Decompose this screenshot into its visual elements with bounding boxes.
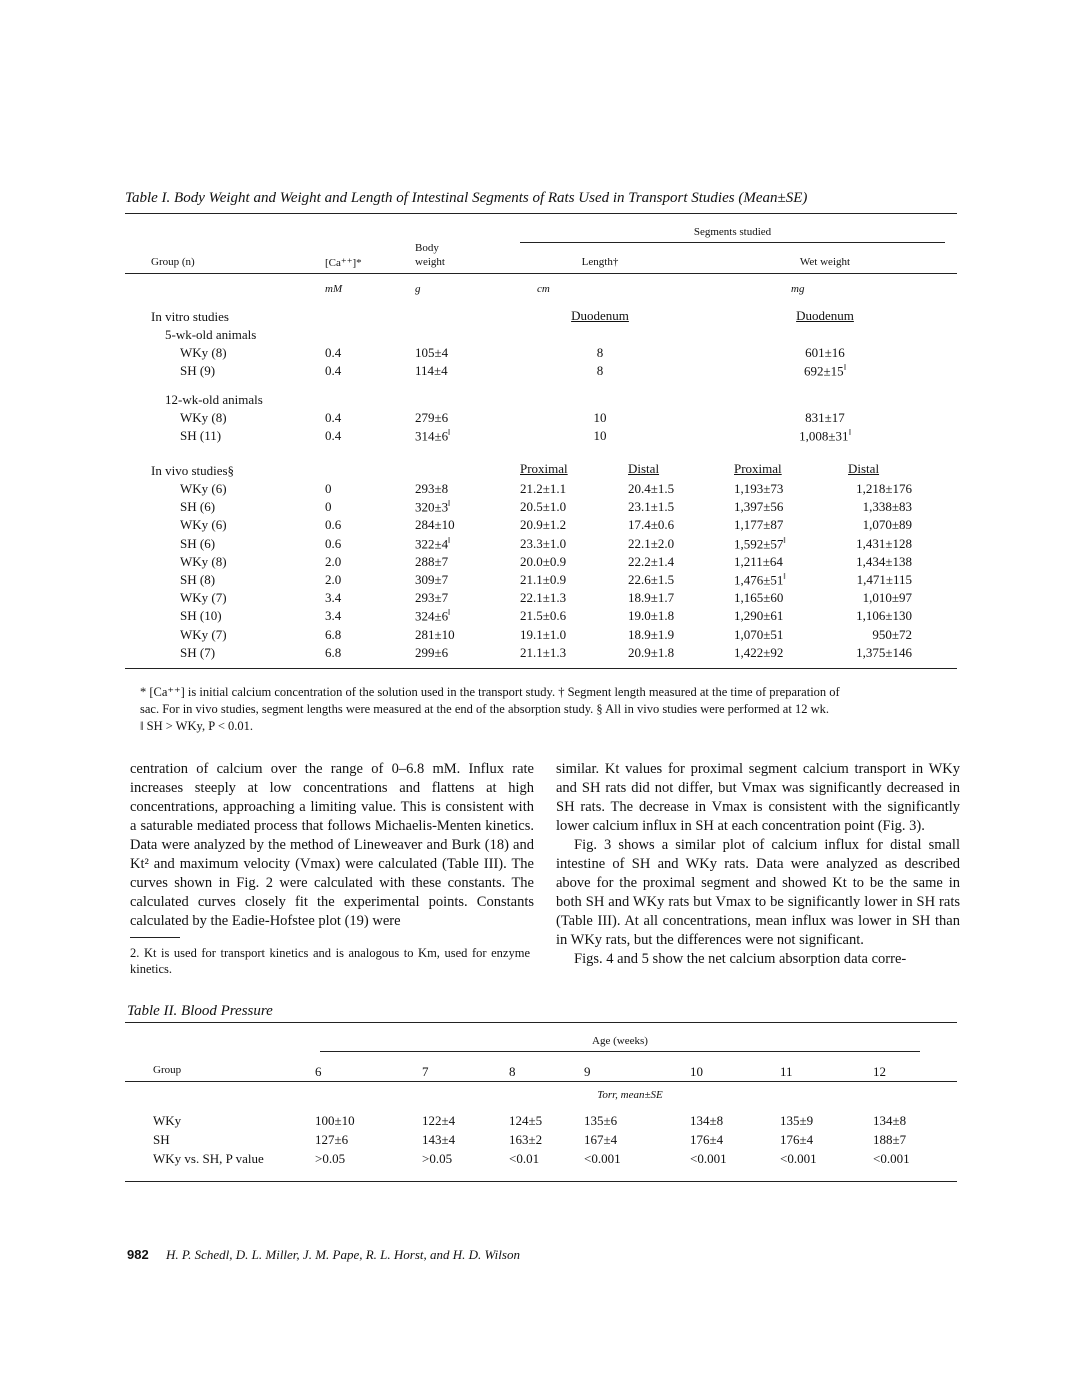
row-bw: 105±4: [415, 345, 449, 360]
row-group: [180, 554, 227, 570]
row-weight-distal: [840, 554, 912, 570]
paragraph: Fig. 3 shows a similar plot of calcium influx for distal small intestine of SH and WKy rats. Data were analyzed as described above for the proximal segment and showed Kt to be the same in both SH and WKy rats but Vmax to be significantly lower in SH rats (Table III). At all concentrations, mean influx was lower in SH than in WKy rats, but the differences were not significant.: [556, 837, 960, 948]
bp-value: [509, 1132, 542, 1148]
row-wet: [725, 345, 925, 361]
row-bw-text: 309±7: [415, 572, 449, 587]
row-bw-text: 281±10: [415, 626, 455, 642]
row-ca: [325, 608, 341, 624]
table2-caption: Table II. Blood Pressure: [127, 1003, 273, 1019]
row-weight-proximal: [734, 645, 783, 661]
row-length-distal: [628, 572, 674, 588]
row-weight-distal-text: 1,106±130: [856, 608, 912, 624]
sub-header-distal-length: Distal: [628, 461, 660, 476]
row-ca-text: 0.6: [325, 535, 342, 551]
row-ca-text: 0.6: [325, 517, 342, 533]
age-column-header-text: 10: [690, 1064, 703, 1079]
row-length-distal-text: 22.6±1.5: [628, 572, 675, 587]
significance-mark: ǁ: [783, 572, 786, 581]
bp-value-text: >0.05: [315, 1151, 346, 1166]
row-length-proximal: [520, 554, 566, 570]
row-bw: [415, 608, 450, 624]
in-vitro-length-segment: Duodenum: [571, 308, 629, 323]
row-bw-text: 284±10: [415, 517, 455, 533]
row-group-text: WKy (7): [180, 590, 227, 606]
bp-value-text: 127±6: [315, 1132, 349, 1147]
row-weight-distal: [840, 499, 912, 515]
row-bw-text: 322±4: [415, 535, 449, 551]
row-length-proximal: [520, 481, 566, 497]
row-length-proximal: [520, 499, 566, 515]
significance-mark: ǁ: [848, 428, 851, 437]
bp-value-text: 134±8: [873, 1113, 907, 1128]
bp-value: [584, 1132, 617, 1148]
age-column-header: [780, 1064, 793, 1080]
row-bw-text: 299±6: [415, 644, 449, 660]
row-weight-distal: [840, 517, 912, 533]
bp-value: [873, 1151, 910, 1167]
row-weight-distal: [840, 536, 912, 552]
row-bw: [415, 499, 450, 515]
bp-row-label-text: SH: [153, 1132, 170, 1147]
segments-rule: [520, 242, 945, 243]
row-length-proximal: [520, 572, 566, 588]
row-ca: [325, 590, 341, 606]
row-length-proximal: [520, 590, 566, 606]
bp-value: [690, 1113, 723, 1129]
bp-value-text: 167±4: [584, 1132, 618, 1147]
row-wet: [725, 363, 925, 379]
wet-value: 1,008±31: [799, 428, 849, 444]
table1-footnotes: [140, 684, 955, 735]
bp-value-text: 163±2: [509, 1132, 543, 1147]
table1-bottom-rule: [125, 668, 957, 669]
bp-value: [509, 1113, 542, 1129]
row-length-proximal-text: 20.0±0.9: [520, 553, 567, 569]
row-length: 8: [596, 345, 604, 360]
row-length-distal-text: 22.1±2.0: [628, 535, 675, 551]
age-column-header-text: 12: [873, 1064, 886, 1079]
age-column-header: [584, 1064, 591, 1080]
row-ca-text: 0: [325, 481, 332, 496]
row-length-proximal-text: 23.3±1.0: [520, 535, 567, 551]
row-group: [180, 481, 227, 497]
bp-value: [690, 1132, 723, 1148]
authors: H. P. Schedl, D. L. Miller, J. M. Pape, R. L. Horst, and H. D. Wilson: [165, 1247, 520, 1262]
row-bw-text: 288±7: [415, 553, 449, 569]
age-column-header: [873, 1064, 886, 1080]
row-group: [180, 590, 227, 606]
age-column-header: [509, 1064, 516, 1080]
row-length-proximal: [520, 645, 566, 661]
bp-value: [584, 1151, 621, 1167]
bp-value-text: <0.001: [873, 1151, 910, 1166]
row-length-proximal-text: 22.1±1.3: [520, 590, 567, 606]
significance-mark: ǁ: [448, 499, 451, 509]
row-group-text: WKy (8): [180, 553, 227, 569]
row-length-proximal-text: 19.1±1.0: [520, 626, 567, 642]
age-column-header: [315, 1064, 322, 1080]
row-length-distal: [628, 499, 674, 515]
row-group-text: SH (6): [180, 499, 216, 515]
row-weight-proximal: [734, 590, 783, 606]
significance-mark: ǁ: [448, 608, 451, 618]
row-length-distal-text: 22.2±1.4: [628, 553, 675, 569]
row-bw: 114±4: [415, 363, 448, 378]
bp-value: [780, 1132, 813, 1148]
age-header: Age (weeks): [592, 1035, 648, 1047]
table2-top-rule: [125, 1022, 957, 1023]
row-bw-text: 293±8: [415, 481, 449, 496]
row-ca-text: 3.4: [325, 590, 342, 606]
bp-value: [315, 1132, 348, 1148]
row-ca: [325, 517, 341, 533]
row-weight-proximal-text: 1,177±87: [734, 517, 784, 533]
row-length-distal-text: 20.4±1.5: [628, 481, 675, 496]
row-length-distal-text: 18.9±1.7: [628, 590, 675, 606]
row-length-distal: [628, 517, 674, 533]
bp-value-text: 143±4: [422, 1132, 456, 1147]
page-footer: [127, 1247, 520, 1263]
wet-weight-header: Wet weight: [799, 256, 851, 268]
sub-header-distal-weight: Distal: [848, 461, 880, 476]
row-weight-proximal-text: 1,422±92: [734, 644, 784, 660]
row-group: [180, 499, 215, 515]
bp-row-label-text: WKy: [153, 1113, 182, 1128]
age-column-header-text: 11: [780, 1064, 793, 1079]
row-group: [180, 536, 215, 552]
significance-mark: ǁ: [448, 535, 451, 545]
row-weight-distal-text: 1,431±128: [856, 535, 912, 551]
bp-value-text: <0.001: [584, 1151, 621, 1166]
row-bw: [415, 428, 450, 444]
table2-header-rule: [125, 1081, 957, 1082]
row-length-proximal: [520, 536, 566, 552]
age-group-label: 5-wk-old animals: [165, 327, 257, 342]
bp-value: [873, 1132, 906, 1148]
table2-bottom-rule: [125, 1181, 957, 1182]
row-bw: [415, 627, 455, 643]
wet-value: 692±15: [804, 363, 844, 379]
row-length-proximal-text: 20.5±1.0: [520, 499, 567, 515]
row-ca-text: 6.8: [325, 644, 342, 660]
unit-bw: g: [415, 283, 421, 295]
bp-row-label: [153, 1113, 181, 1129]
bp-value: [422, 1113, 455, 1129]
body-weight-header-2: weight: [415, 256, 445, 268]
row-ca: [325, 536, 341, 552]
row-group-text: SH (10): [180, 608, 222, 624]
bp-value-text: 100±10: [315, 1113, 355, 1128]
footnote-2: 2. Kt is used for transport kinetics and is analogous to Km, used for enzyme kinetics.: [130, 946, 530, 976]
age-column-header-text: 7: [422, 1064, 429, 1079]
paragraph: Figs. 4 and 5 show the net calcium absorption data corre-: [574, 951, 907, 967]
row-ca-text: 2.0: [325, 572, 342, 587]
row-weight-distal-text: 950±72: [872, 626, 912, 642]
bp-value-text: 176±4: [780, 1132, 814, 1147]
sub-header-proximal-weight: Proximal: [734, 461, 782, 476]
bp-value-text: <0.001: [690, 1151, 727, 1166]
row-group: WKy (8): [180, 410, 227, 425]
in-vitro-weight-segment: Duodenum: [796, 308, 854, 323]
row-weight-distal: [840, 608, 912, 624]
row-weight-proximal: [734, 608, 783, 624]
row-ca: 0.4: [325, 363, 342, 378]
bp-value-text: 176±4: [690, 1132, 724, 1147]
row-bw: [415, 590, 448, 606]
row-ca-text: 3.4: [325, 608, 342, 624]
significance-mark: ǁ: [843, 363, 846, 372]
bp-value: [584, 1113, 617, 1129]
row-group: [180, 627, 227, 643]
row-weight-proximal: [734, 481, 783, 497]
row-length-distal-text: 20.9±1.8: [628, 644, 675, 660]
row-wet: [725, 410, 925, 426]
body-weight-header-1: Body: [415, 242, 439, 254]
unit-length: cm: [537, 283, 550, 295]
significance-mark: ǁ: [783, 535, 786, 545]
row-ca-text: 2.0: [325, 553, 342, 569]
row-group-text: WKy (7): [180, 626, 227, 642]
row-bw: [415, 572, 448, 588]
row-length-proximal: [520, 627, 566, 643]
in-vitro-label: In vitro studies: [151, 309, 229, 324]
row-length: 8: [596, 363, 604, 378]
row-weight-distal-text: 1,010±97: [862, 590, 912, 606]
age-column-header-text: 6: [315, 1064, 322, 1079]
row-length-proximal: [520, 608, 566, 624]
bp-value: [315, 1113, 355, 1129]
row-bw: 279±6: [415, 410, 449, 425]
row-length-distal-text: 19.0±1.8: [628, 608, 675, 624]
row-weight-distal: [840, 645, 912, 661]
row-length-proximal-text: 21.1±0.9: [520, 572, 567, 587]
row-wet: [725, 428, 925, 444]
row-bw: [415, 481, 448, 497]
row-weight-distal-text: 1,070±89: [862, 517, 912, 533]
age-rule: [320, 1051, 920, 1052]
row-group: [180, 517, 227, 533]
row-group-text: SH (6): [180, 535, 216, 551]
row-weight-proximal: [734, 499, 783, 515]
in-vivo-label: In vivo studies§: [151, 463, 235, 478]
length-header: Length†: [581, 256, 619, 268]
row-length-proximal-text: 20.9±1.2: [520, 517, 567, 533]
bp-value: [422, 1151, 452, 1167]
row-length-distal: [628, 627, 674, 643]
row-bw-text: 293±7: [415, 590, 449, 606]
age-column-header-text: 9: [584, 1064, 591, 1079]
row-ca: 0.4: [325, 345, 342, 360]
bp-value: [315, 1151, 345, 1167]
row-length-distal: [628, 481, 674, 497]
row-group: SH (9): [180, 363, 216, 378]
age-column-header: [690, 1064, 703, 1080]
row-weight-proximal: [734, 572, 786, 588]
row-group: [180, 572, 215, 588]
row-ca: [325, 572, 341, 588]
significance-mark: ǁ: [448, 428, 451, 437]
row-weight-distal-text: 1,434±138: [856, 553, 912, 569]
row-ca: [325, 499, 332, 515]
bp-value-text: 135±6: [584, 1113, 618, 1128]
bp-row-label: [153, 1151, 264, 1167]
row-length-distal-text: 18.9±1.9: [628, 626, 675, 642]
table1-top-rule: [125, 213, 957, 214]
bw-value: 314±6: [415, 428, 449, 444]
row-length: 10: [593, 428, 607, 443]
row-length-proximal-text: 21.2±1.1: [520, 481, 567, 496]
table2-unit: Torr, mean±SE: [597, 1089, 663, 1101]
row-weight-distal-text: 1,375±146: [856, 644, 912, 660]
bp-value: [422, 1132, 455, 1148]
row-ca-text: 6.8: [325, 626, 342, 642]
sub-header-proximal-length: Proximal: [520, 461, 568, 476]
row-length-distal: [628, 608, 674, 624]
row-ca: [325, 481, 332, 497]
table1-caption: Table I. Body Weight and Weight and Length of Intestinal Segments of Rats Used in Transport Studies (Mean±SE): [125, 190, 808, 206]
age-column-header: [422, 1064, 429, 1080]
unit-wet: mg: [791, 283, 805, 295]
bp-value: [509, 1151, 539, 1167]
paragraph: centration of calcium over the range of 0–6.8 mM. Influx rate increases steeply at low concentrations and flattens at high concentrations, approaching a limiting value. This is consistent with a saturable mediated process that follows Michaelis-Menten kinetics. Data were analyzed by the method of Lineweaver and Burk (18) and Kt² and maximum velocity (Vmax) were calculated (Table III). The curves shown in Fig. 2 were calculated with these constants. The calculated curves closely fit the experimental points. Constants calculated by the Eadie-Hofstee plot (19) were: [130, 761, 534, 929]
row-length-distal: [628, 590, 674, 606]
footnote-line: ǁ SH > WKy, P < 0.01.: [140, 719, 253, 733]
row-weight-proximal-text: 1,476±51: [734, 572, 784, 588]
row-group-text: SH (8): [180, 572, 216, 587]
row-weight-proximal: [734, 517, 783, 533]
row-weight-proximal-text: 1,070±51: [734, 626, 784, 642]
row-length-proximal-text: 21.1±1.3: [520, 644, 567, 660]
row-bw: [415, 517, 455, 533]
row-weight-proximal-text: 1,211±64: [734, 553, 783, 569]
body-column-left: [130, 760, 534, 931]
row-ca: [325, 627, 341, 643]
bp-value-text: <0.001: [780, 1151, 817, 1166]
wet-value: 601±16: [805, 345, 845, 360]
segments-studied-header: Segments studied: [693, 226, 772, 238]
row-weight-distal: [840, 590, 912, 606]
row-bw-text: 324±6: [415, 608, 449, 624]
row-bw: [415, 536, 450, 552]
row-weight-distal-text: 1,218±176: [856, 481, 912, 496]
row-weight-distal: [840, 481, 912, 497]
bp-value-text: 122±4: [422, 1113, 456, 1128]
bp-value-text: >0.05: [422, 1151, 453, 1166]
row-weight-proximal-text: 1,193±73: [734, 481, 784, 496]
bp-row-label-text: WKy vs. SH, P value: [153, 1151, 264, 1166]
row-length-distal-text: 23.1±1.5: [628, 499, 675, 515]
row-weight-distal: [840, 572, 912, 588]
footnote-separator: [130, 937, 180, 938]
bp-value: [780, 1151, 817, 1167]
bp-row-label: [153, 1132, 170, 1148]
row-weight-proximal-text: 1,397±56: [734, 499, 784, 515]
row-group: [180, 608, 222, 624]
row-length-proximal-text: 21.5±0.6: [520, 608, 567, 624]
row-ca: 0.4: [325, 410, 342, 425]
row-ca: [325, 554, 341, 570]
ca-header: [Ca⁺⁺]*: [325, 257, 362, 269]
row-weight-proximal-text: 1,165±60: [734, 590, 784, 606]
age-column-header-text: 8: [509, 1064, 516, 1079]
row-length-distal: [628, 536, 674, 552]
group-header: Group: [153, 1064, 182, 1076]
bp-value-text: 134±8: [690, 1113, 724, 1128]
row-bw: [415, 554, 448, 570]
row-length-distal-text: 17.4±0.6: [628, 517, 675, 533]
row-length: 10: [593, 410, 607, 425]
row-ca: 0.4: [325, 428, 342, 443]
row-weight-proximal: [734, 554, 783, 570]
paragraph: similar. Kt values for proximal segment calcium transport in WKy and SH rats did not differ, but Vmax was significantly decreased in SH rats. The decrease in Vmax is consistent with the significantly lower calcium influx in SH at each concentration point (Fig. 3).: [556, 761, 960, 834]
bp-value: [780, 1113, 813, 1129]
row-weight-proximal: [734, 627, 783, 643]
wet-value: 831±17: [805, 410, 845, 425]
row-length-distal: [628, 554, 674, 570]
row-weight-proximal-text: 1,592±57: [734, 535, 784, 551]
row-weight-proximal: [734, 536, 786, 552]
bp-value-text: 135±9: [780, 1113, 814, 1128]
row-group-text: WKy (6): [180, 481, 227, 496]
row-bw-text: 320±3: [415, 499, 449, 515]
row-bw: [415, 645, 448, 661]
group-header: Group (n): [151, 256, 195, 268]
header-rule: [125, 273, 957, 274]
body-column-right: [556, 760, 960, 969]
footnote-line: * [Ca⁺⁺] is initial calcium concentration of the solution used in the transport study. † Segment length measured at the time of preparation of: [140, 685, 840, 699]
row-ca: [325, 645, 341, 661]
row-ca-text: 0: [325, 499, 332, 515]
row-length-proximal: [520, 517, 566, 533]
age-group-label: 12-wk-old animals: [165, 392, 263, 407]
unit-ca: mM: [325, 283, 343, 295]
row-weight-distal-text: 1,338±83: [862, 499, 912, 515]
footnote-line: sac. For in vivo studies, segment lengths were measured at the end of the absorption study. § All in vivo studies were performed at 12 wk.: [140, 702, 829, 716]
row-group: WKy (8): [180, 345, 227, 360]
bp-value-text: 188±7: [873, 1132, 907, 1147]
bp-value-text: 124±5: [509, 1113, 543, 1128]
row-length-distal: [628, 645, 674, 661]
row-group-text: SH (7): [180, 644, 216, 660]
bp-value: [873, 1113, 906, 1129]
row-group-text: WKy (6): [180, 517, 227, 533]
page-number: 982: [127, 1247, 149, 1262]
row-weight-distal: [840, 627, 912, 643]
bp-value-text: <0.01: [509, 1151, 540, 1166]
row-group: [180, 645, 215, 661]
row-group: SH (11): [180, 428, 222, 443]
row-weight-proximal-text: 1,290±61: [734, 608, 784, 624]
row-weight-distal-text: 1,471±115: [856, 572, 912, 587]
bp-value: [690, 1151, 727, 1167]
